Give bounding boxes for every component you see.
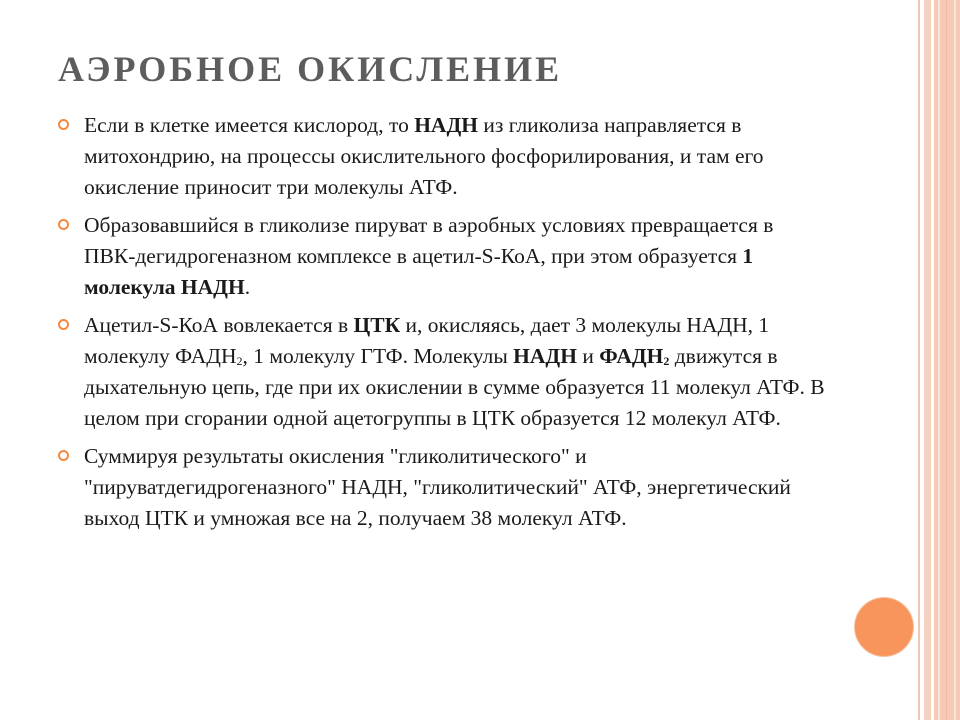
bullet-list <box>58 110 828 541</box>
bullet-item <box>58 110 828 203</box>
decor-stripe-thin <box>918 0 920 720</box>
bullet-text: Если в клетке имеется кислород, то НАДН из гликолиза направляется в митохондрию, на процессы окислительного фосфорилирования, и там его окисление приносит три молекулы АТФ. <box>84 113 764 199</box>
bullet-circle-icon <box>58 450 69 461</box>
bullet-item <box>58 210 828 303</box>
decor-circle <box>855 598 913 656</box>
decor-stripe-wide <box>934 0 960 720</box>
bullet-text: Суммируя результаты окисления "гликолитического" и "пируватдегидрогеназного" НАДН, "гликолитический" АТФ, энергетический выход ЦТК и умножая все на 2, получаем 38 молекул АТФ. <box>84 444 791 530</box>
bullet-text: Образовавшийся в гликолизе пируват в аэробных условиях превращается в ПВК-дегидрогеназном комплексе в ацетил-S-КоА, при этом образуется 1 молекула НАДН. <box>84 213 774 299</box>
slide-title: АЭРОБНОЕ ОКИСЛЕНИЕ <box>58 49 563 89</box>
bullet-item <box>58 441 828 534</box>
decor-stripe-mid <box>924 0 931 720</box>
bullet-circle-icon <box>58 219 69 230</box>
bullet-item <box>58 310 828 434</box>
bullet-circle-icon <box>58 119 69 130</box>
bullet-text: Ацетил-S-КоА вовлекается в ЦТК и, окисляясь, дает 3 молекулы НАДН, 1 молекулу $ФАДН_2$, 1 молекулу ГТФ. Молекулы НАДН и $ФАДН_2$ движутся в дыхательную цепь, где при их окислении в сумме образуется 11 молекул АТФ. В целом при сгорании одной ацетогруппы в ЦТК образуется 12 молекул АТФ. <box>84 313 825 430</box>
bullet-circle-icon <box>58 319 69 330</box>
